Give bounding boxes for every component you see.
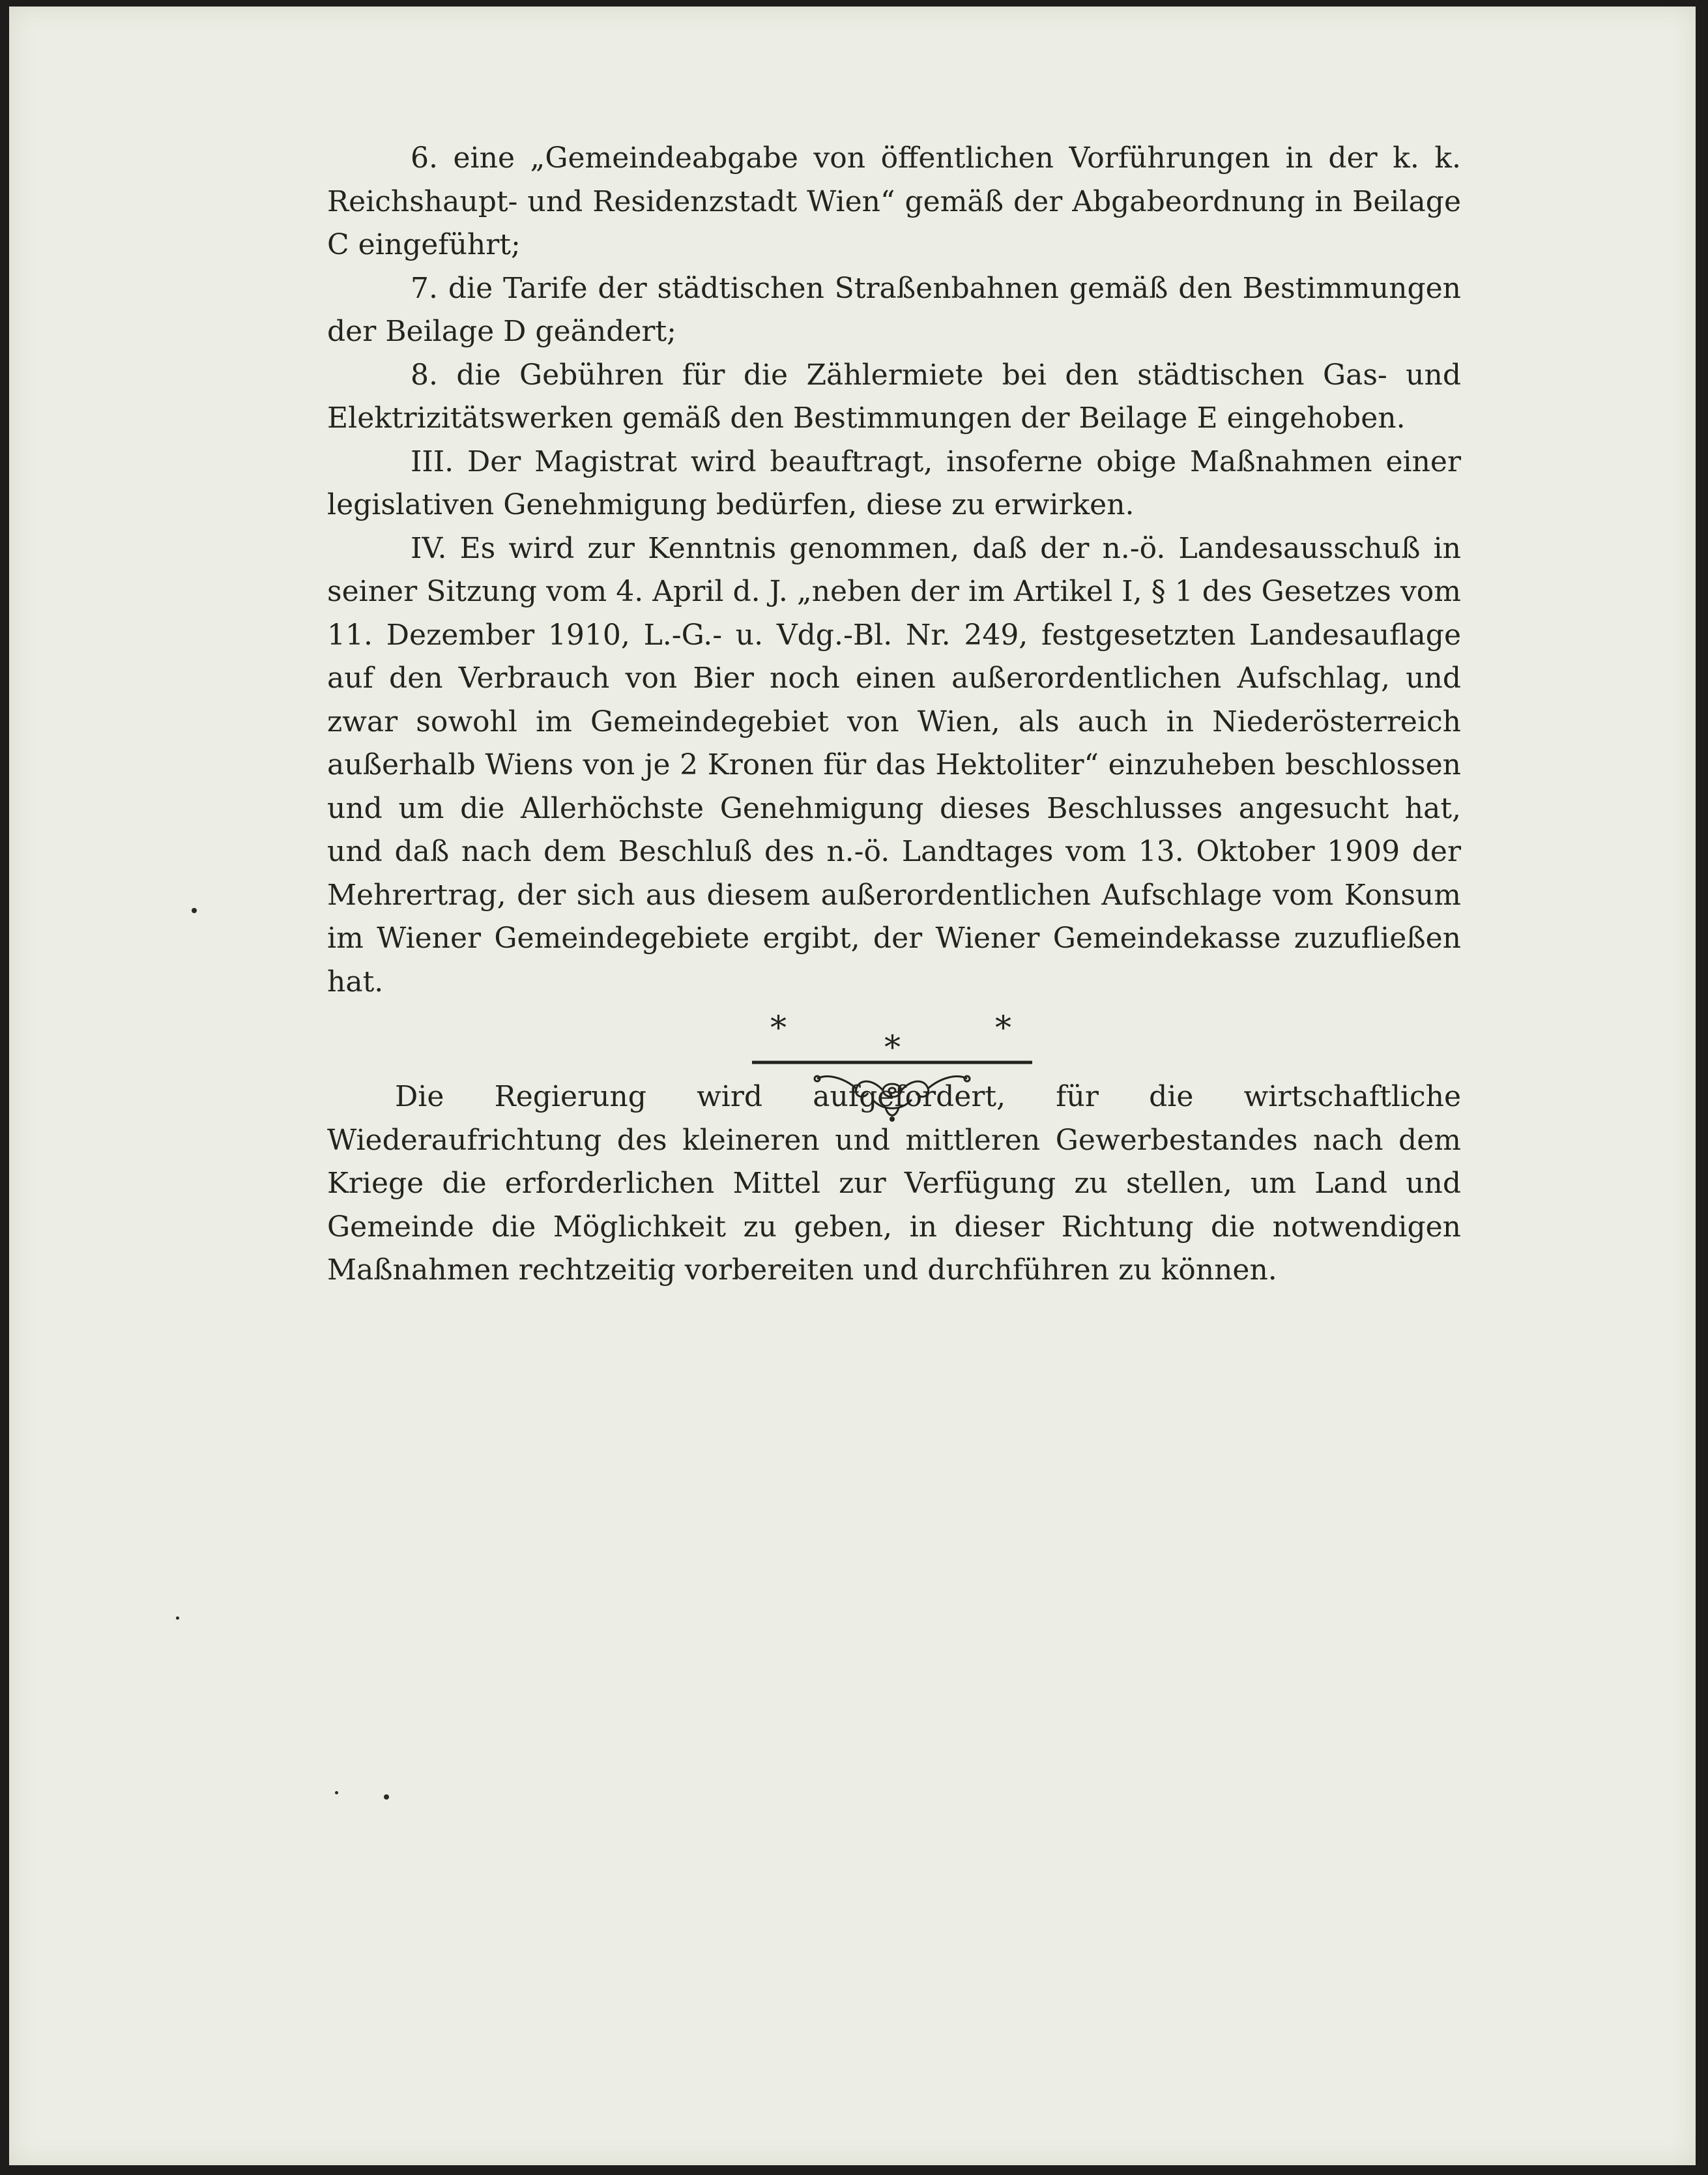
tailpiece-ornament-icon (752, 1059, 1032, 1124)
resolution-paragraph: Die Regierung wird aufgefordert, für die wirtschaftliche Wiederaufrichtung des kleineren und mittleren Gewerbestandes nach dem Kriege die erforderlichen Mittel zur Verfügung zu stellen, um Land und Gemeinde die Möglichkeit zu geben, in dieser Richtung die notwendigen Maßnahmen rechtzeitig vorbereiten und durchführen zu können. (327, 1080, 1461, 1287)
document-page (9, 7, 1696, 2165)
print-speck (192, 908, 197, 913)
section-III-paragraph: III. Der Magistrat wird beauftragt, insoferne obige Maßnahmen einer legislativen Genehmigung bedürfen, diese zu erwirken. (327, 445, 1461, 521)
print-speck (384, 1794, 389, 1800)
asterisk: * (884, 1029, 901, 1066)
asterism-separator (327, 1004, 1461, 1066)
print-speck (335, 1791, 338, 1794)
section-IV-paragraph: IV. Es wird zur Kenntnis genommen, daß der n.-ö. Landesausschuß in seiner Sitzung vom 4. April d. J. „neben der im Artikel I, § 1 des Gesetzes vom 11. Dezember 1910, L.-G.- u. Vdg.-Bl. Nr. 249, festgesetzten Landesauflage auf den Verbrauch von Bier noch einen außerordentlichen Aufschlag, und zwar sowohl im Gemeindegebiet von Wien, als auch in Niederösterreich außerhalb Wiens von je 2 Kronen für das Hektoliter“ einzuheben beschlossen und um die Allerhöchste Genehmigung dieses Beschlusses angesucht hat, und daß nach dem Beschluß des n.-ö. Landtages vom 13. Oktober 1909 der Mehrertrag, der sich aus diesem außerordentlichen Aufschlage vom Konsum im Wiener Gemeindegebiete ergibt, der Wiener Gemeindekasse zuzufließen hat. (327, 531, 1461, 999)
asterisk: * (995, 1009, 1011, 1047)
print-speck (176, 1616, 179, 1620)
item-8-paragraph: 8. die Gebühren für die Zählermiete bei den städtischen Gas- und Elektrizitätswerken gemäß den Bestimmungen der Beilage E eingehoben. (327, 358, 1461, 435)
item-6-paragraph: 6. eine „Gemeindeabgabe von öffentlichen Vorführungen in der k. k. Reichshaupt- und Residenzstadt Wien“ gemäß der Abgabeordnung in Beilage C eingeführt; (327, 141, 1461, 261)
item-7-paragraph: 7. die Tarife der städtischen Straßenbahnen gemäß den Bestimmungen der Beilage D geändert; (327, 271, 1461, 348)
asterisk: * (770, 1009, 787, 1047)
